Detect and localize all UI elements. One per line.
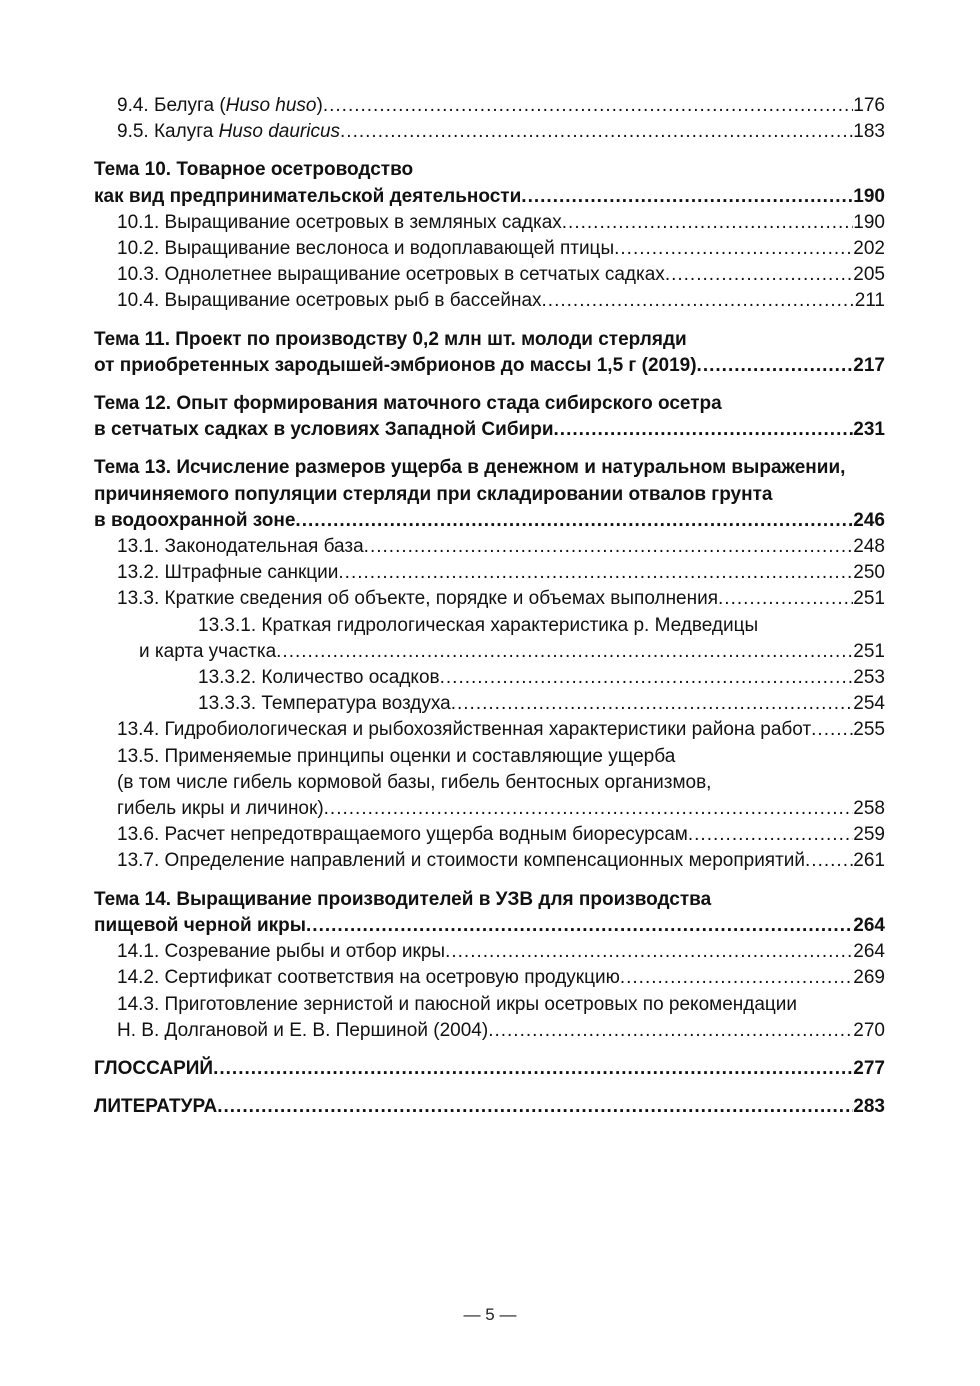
toc-entry bbox=[94, 417, 885, 443]
toc-page-number: 251 bbox=[853, 588, 885, 610]
toc-line bbox=[94, 770, 885, 796]
toc-page-number: 250 bbox=[853, 562, 885, 584]
toc-entry bbox=[94, 288, 885, 314]
toc-page-number: 264 bbox=[853, 941, 885, 963]
dot-leader bbox=[323, 93, 853, 119]
toc-entry-title bbox=[117, 93, 323, 119]
toc-line bbox=[94, 992, 885, 1018]
toc-entry-title: ЛИТЕРАТУРА bbox=[94, 1096, 218, 1118]
table-of-contents bbox=[94, 93, 885, 1120]
dot-leader bbox=[665, 262, 853, 288]
dot-leader bbox=[614, 236, 853, 262]
dot-leader bbox=[217, 1094, 853, 1120]
toc-page-number: 254 bbox=[853, 693, 885, 715]
toc-entry-title: 10.4. Выращивание осетровых рыб в бассейнах bbox=[117, 290, 542, 312]
toc-entry-title: и карта участка bbox=[139, 640, 277, 662]
latin-name: Huso dauricus bbox=[218, 121, 341, 143]
toc-entry bbox=[94, 210, 885, 236]
toc-line bbox=[94, 613, 885, 639]
toc-entry-title: 13.3.2. Количество осадков bbox=[198, 667, 440, 689]
toc-entry-title: в водоохранной зоне bbox=[94, 509, 296, 531]
toc-line-text: Тема 11. Проект по производству 0,2 млн шт. молоди стерляди bbox=[94, 328, 687, 350]
toc-page-number: 176 bbox=[853, 95, 885, 116]
toc-entry bbox=[94, 796, 885, 822]
dot-leader bbox=[213, 1056, 853, 1082]
toc-page-number: 264 bbox=[853, 914, 885, 936]
dot-leader bbox=[488, 1018, 853, 1044]
toc-entry-title: ГЛОССАРИЙ bbox=[94, 1057, 214, 1079]
toc-entry bbox=[94, 534, 885, 560]
toc-entry bbox=[94, 939, 885, 965]
dot-leader bbox=[295, 508, 853, 534]
toc-entry bbox=[94, 508, 885, 534]
toc-page-number: 261 bbox=[853, 850, 885, 872]
toc-entry bbox=[94, 119, 885, 145]
title-part: 9.4. Белуга ( bbox=[117, 95, 226, 116]
dot-leader bbox=[445, 939, 853, 965]
toc-entry bbox=[94, 848, 885, 874]
title-part: 9.5. Калуга bbox=[117, 121, 219, 143]
toc-line bbox=[94, 482, 885, 508]
toc-entry bbox=[94, 1056, 885, 1082]
toc-line bbox=[94, 391, 885, 417]
toc-line-text: 14.3. Приготовление зернистой и паюсной икры осетровых по рекомендации bbox=[117, 993, 798, 1015]
toc-page-number: 258 bbox=[853, 798, 885, 820]
toc-entry-title: 10.3. Однолетнее выращивание осетровых в сетчатых садках bbox=[117, 264, 665, 286]
toc-line-text: Тема 14. Выращивание производителей в УЗВ для производства bbox=[94, 888, 712, 910]
toc-entry-title: пищевой черной икры bbox=[94, 914, 307, 936]
toc-entry-title: гибель икры и личинок) bbox=[117, 798, 324, 820]
dot-leader bbox=[697, 353, 854, 379]
toc-page-number: 231 bbox=[853, 419, 885, 441]
toc-entry bbox=[94, 717, 885, 743]
toc-entry bbox=[94, 586, 885, 612]
toc-entry bbox=[94, 665, 885, 691]
toc-page-number: 183 bbox=[853, 121, 885, 143]
toc-page-number: 251 bbox=[853, 640, 885, 662]
toc-line bbox=[94, 887, 885, 913]
toc-entry-title: от приобретенных зародышей-эмбрионов до массы 1,5 г (2019) bbox=[94, 354, 697, 376]
dot-leader bbox=[554, 417, 854, 443]
toc-entry bbox=[94, 184, 885, 210]
toc-entry-title: 13.7. Определение направлений и стоимости компенсационных мероприятий bbox=[117, 850, 806, 872]
toc-line bbox=[94, 455, 885, 481]
toc-page-number: 190 bbox=[853, 211, 885, 233]
toc-line-text: 13.5. Применяемые принципы оценки и составляющие ущерба bbox=[117, 745, 676, 767]
toc-page-number: 277 bbox=[853, 1057, 885, 1079]
toc-page-number: 259 bbox=[853, 824, 885, 846]
dot-leader bbox=[805, 848, 853, 874]
dot-leader bbox=[364, 534, 854, 560]
toc-entry bbox=[94, 236, 885, 262]
dot-leader bbox=[562, 210, 854, 236]
toc-line bbox=[94, 744, 885, 770]
toc-entry-title: 13.4. Гидробиологическая и рыбохозяйственная характеристики района работ bbox=[117, 719, 812, 741]
toc-entry-title: 13.3. Краткие сведения об объекте, порядке и объемах выполнения bbox=[117, 588, 719, 610]
toc-page-number: 211 bbox=[854, 290, 885, 312]
toc-entry bbox=[94, 639, 885, 665]
toc-line-text: Тема 12. Опыт формирования маточного стада сибирского осетра bbox=[94, 393, 722, 415]
toc-entry bbox=[94, 560, 885, 586]
dot-leader bbox=[340, 119, 853, 145]
toc-page-number: 269 bbox=[853, 967, 885, 989]
toc-page-number: 205 bbox=[853, 264, 885, 286]
toc-entry bbox=[94, 965, 885, 991]
toc-entry bbox=[94, 1094, 885, 1120]
toc-entry bbox=[94, 691, 885, 717]
toc-line-text: (в том числе гибель кормовой базы, гибель бентосных организмов, bbox=[117, 771, 712, 793]
dot-leader bbox=[440, 665, 854, 691]
toc-entry bbox=[94, 822, 885, 848]
toc-page-number: 270 bbox=[853, 1019, 885, 1041]
toc-line-text: причиняемого популяции стерляди при складировании отвалов грунта bbox=[94, 483, 773, 505]
toc-page-number: 255 bbox=[853, 719, 885, 741]
toc-line bbox=[94, 157, 885, 183]
toc-entry bbox=[94, 1018, 885, 1044]
dot-leader bbox=[620, 965, 853, 991]
dot-leader bbox=[542, 288, 855, 314]
toc-line-text: Тема 10. Товарное осетроводство bbox=[94, 159, 414, 181]
dot-leader bbox=[811, 717, 853, 743]
toc-page-number: 217 bbox=[853, 354, 885, 376]
toc-entry-title: 10.1. Выращивание осетровых в земляных садках bbox=[117, 211, 562, 233]
toc-entry-title: 13.2. Штрафные санкции bbox=[117, 562, 339, 584]
latin-name: Huso huso bbox=[225, 95, 317, 116]
toc-entry-title: 10.2. Выращивание веслоноса и водоплавающей птицы bbox=[117, 238, 615, 260]
toc-entry-title: 14.2. Сертификат соответствия на осетровую продукцию bbox=[117, 967, 620, 989]
toc-entry bbox=[94, 353, 885, 379]
toc-entry bbox=[94, 93, 885, 119]
dot-leader bbox=[718, 586, 853, 612]
toc-entry-title bbox=[117, 119, 340, 145]
dot-leader bbox=[276, 639, 853, 665]
dot-leader bbox=[521, 184, 853, 210]
toc-page-number: 248 bbox=[853, 536, 885, 558]
dot-leader bbox=[451, 691, 854, 717]
toc-entry-title: 14.1. Созревание рыбы и отбор икры bbox=[117, 941, 446, 963]
toc-page-number: 246 bbox=[853, 509, 885, 531]
toc-entry-title: как вид предпринимательской деятельности bbox=[94, 185, 522, 207]
toc-entry bbox=[94, 913, 885, 939]
toc-line-text: 13.3.1. Краткая гидрологическая характеристика р. Медведицы bbox=[198, 614, 759, 636]
dot-leader bbox=[324, 796, 854, 822]
toc-page-number: 283 bbox=[853, 1096, 885, 1118]
toc-page-number: 202 bbox=[853, 238, 885, 260]
page-number: — 5 — bbox=[463, 1305, 517, 1324]
toc-line-text: Тема 13. Исчисление размеров ущерба в денежном и натуральном выражении, bbox=[94, 457, 846, 479]
dot-leader bbox=[338, 560, 853, 586]
toc-entry-title: в сетчатых садках в условиях Западной Сибири bbox=[94, 419, 554, 441]
toc-line bbox=[94, 327, 885, 353]
toc-entry-title: 13.1. Законодательная база bbox=[117, 536, 364, 558]
toc-entry-title: 13.3.3. Температура воздуха bbox=[198, 693, 451, 715]
toc-entry-title: 13.6. Расчет непредотвращаемого ущерба водным биоресурсам bbox=[117, 824, 688, 846]
title-part: ) bbox=[316, 95, 323, 116]
toc-entry-title: Н. В. Долгановой и Е. В. Першиной (2004) bbox=[117, 1019, 489, 1041]
toc-entry bbox=[94, 262, 885, 288]
toc-page-number: 190 bbox=[853, 185, 885, 207]
dot-leader bbox=[306, 913, 853, 939]
dot-leader bbox=[688, 822, 853, 848]
toc-page-number: 253 bbox=[853, 667, 885, 689]
